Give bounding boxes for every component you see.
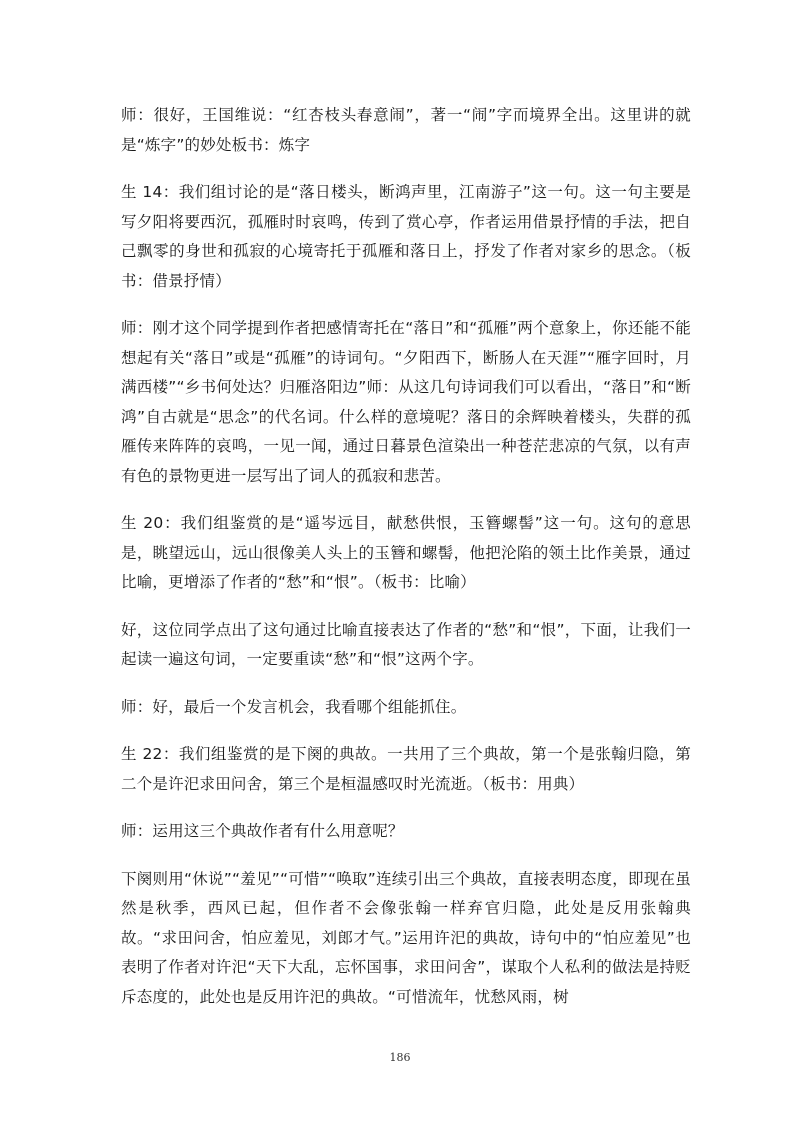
paragraph-student-14: 生 14：我们组讨论的是“落日楼头，断鸿声里，江南游子”这一句。这一句主要是写夕阳将要西沉，孤雁时时哀鸣，传到了赏心亭，作者运用借景抒情的手法，把自己飘零的身世和孤寂的心境寄托于孤雁和落日上，抒发了作者对家乡的思念。（板书：借景抒情） bbox=[121, 183, 691, 290]
page-number: 186 bbox=[389, 1051, 411, 1064]
paragraph-teacher-lianzi: 师：很好，王国维说：“红杏枝头春意闹”，著一“闹”字而境界全出。这里讲的就是“炼字”的妙处板书：炼字 bbox=[121, 106, 691, 154]
paragraph-student-22: 生 22：我们组鉴赏的是下阕的典故。一共用了三个典故，第一个是张翰归隐，第二个是许汜求田问舍，第三个是桓温感叹时光流逝。（板书：用典） bbox=[121, 745, 691, 793]
paragraph-teacher-luori-guyan: 师：刚才这个同学提到作者把感情寄托在“落日”和“孤雁”两个意象上，你还能不能想起有关“落日”或是“孤雁”的诗词句。“夕阳西下，断肠人在天涯”“雁字回时，月满西楼”“乡书何处达？归雁洛阳边”师：从这几句诗词我们可以看出，“落日”和“断鸿”自古就是“思念”的代名词。什么样的意境呢？落日的余辉映着楼头，失群的孤雁传来阵阵的哀鸣，一见一闻，通过日暮景色渲染出一种苍茫悲凉的气氛，以有声有色的景物更进一层写出了词人的孤寂和悲苦。 bbox=[121, 319, 691, 485]
paragraph-teacher-summary: 好，这位同学点出了这句通过比喻直接表达了作者的“愁”和“恨”，下面，让我们一起读一遍这句词，一定要重读“愁”和“恨”这两个字。 bbox=[121, 620, 691, 668]
page-body bbox=[121, 101, 691, 1030]
paragraph-teacher-last-chance: 师：好，最后一个发言机会，我看哪个组能抓住。 bbox=[121, 697, 467, 716]
paragraph-student-20: 生 20：我们组鉴赏的是“遥岑远目，献愁供恨，玉簪螺髻”这一句。这句的意思是，眺望远山，远山很像美人头上的玉簪和螺髻，他把沦陷的领土比作美景，通过比喻，更增添了作者的“愁”和“恨”。（板书：比喻） bbox=[121, 514, 691, 591]
paragraph-teacher-question: 师：运用这三个典故作者有什么用意呢？ bbox=[121, 822, 404, 840]
paragraph-allusion-analysis: 下阕则用“休说”“羞见”“可惜”“唤取”连续引出三个典故，直接表明态度，即现在虽然是秋季，西风已起，但作者不会像张翰一样弃官归隐，此处是反用张翰典故。“求田问舍，怕应羞见，刘郎才气。”运用许汜的典故，诗句中的“怕应羞见”也表明了作者对许汜“天下大乱，忘怀国事，求田问舍”，谋取个人私利的做法是持贬斥态度的，此处也是反用许汜的典故。“可惜流年，忧愁风雨，树 bbox=[121, 869, 691, 1006]
